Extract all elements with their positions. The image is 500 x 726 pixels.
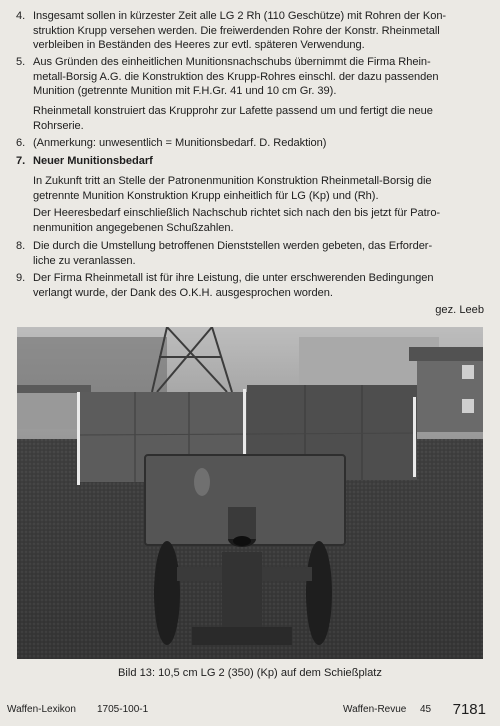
item-9-line: verlangt wurde, der Dank des O.K.H. ausgesprochen worden. — [33, 286, 333, 299]
figure-caption: Bild 13: 10,5 cm LG 2 (350) (Kp) auf dem Schießplatz — [118, 667, 382, 679]
item-8-line: Die durch die Umstellung betroffenen Dienststellen werden gebeten, das Erforder- — [33, 240, 433, 252]
item-5-line: metall-Borsig A.G. die Konstruktion des Krupp-Rohres einschl. der dazu passenden — [33, 70, 439, 83]
photograph — [17, 327, 483, 659]
item-number-5: 5. — [16, 56, 26, 68]
signature: gez. Leeb — [435, 304, 484, 316]
item-9-text — [33, 271, 434, 300]
footer-code: 1705-100-1 — [97, 704, 149, 715]
item-5-text — [33, 55, 438, 99]
item-6-line: (Anmerkung: unwesentlich = Munitionsbedarf. D. Redaktion) — [33, 137, 327, 149]
item-number-7: 7. — [16, 155, 26, 167]
item-4-line: verbleiben in Beständen des Heeres zur evtl. späteren Verwendung. — [33, 39, 365, 52]
paragraph-line: In Zukunft tritt an Stelle der Patronenmunition Konstruktion Rheinmetall-Borsig die — [33, 175, 432, 187]
paragraph-line: Rohrserie. — [33, 119, 84, 132]
item-number-6: 6. — [16, 137, 26, 149]
item-8-text — [33, 239, 432, 268]
paragraph-line: getrennte Munition Konstruktion Krupp einheitlich für LG (Kp) und (Rh). — [33, 189, 379, 202]
item-number-9: 9. — [16, 272, 26, 284]
item-4-line: Insgesamt sollen in kürzester Zeit alle LG 2 Rh (110 Geschütze) mit Rohren der Kon- — [33, 10, 447, 22]
paragraph-line: nenmunition angegebenen Schußzahlen. — [33, 221, 234, 234]
rheinmetall-paragraph — [33, 104, 433, 133]
item-5-line: Munition (getrennte Munition mit F.H.Gr. 41 und 10 cm Gr. 39). — [33, 85, 337, 98]
paragraph-line: Der Heeresbedarf einschließlich Nachschub richtet sich nach den bis jetzt für Patro- — [33, 207, 441, 219]
item-4-line: struktion Krupp versehen werden. Die freiwerdenden Rohre der Konstr. Rheinmetall — [33, 24, 440, 37]
footer-issue: 45 — [420, 704, 432, 715]
document-text — [0, 0, 500, 320]
footer-publication: Waffen-Revue — [343, 704, 407, 715]
field-gun-photo — [17, 327, 483, 659]
item-number-4: 4. — [16, 10, 26, 22]
munition-paragraph-2 — [33, 206, 440, 235]
page-number: 7181 — [452, 701, 486, 718]
item-number-8: 8. — [16, 240, 26, 252]
item-4-text — [33, 9, 446, 53]
item-8-line: liche zu veranlassen. — [33, 254, 136, 267]
footer-series: Waffen-Lexikon — [7, 704, 76, 715]
item-5-line: Aus Gründen des einheitlichen Munitionsnachschubs übernimmt die Firma Rhein- — [33, 56, 431, 68]
munition-paragraph-1 — [33, 174, 432, 203]
paragraph-line: Rheinmetall konstruiert das Krupprohr zur Lafette passend um und fertigt die neue — [33, 105, 433, 117]
section-heading: Neuer Munitionsbedarf — [33, 155, 153, 167]
item-6-text — [33, 136, 326, 151]
item-9-line: Der Firma Rheinmetall ist für ihre Leistung, die unter erschwerenden Bedingungen — [33, 272, 434, 284]
